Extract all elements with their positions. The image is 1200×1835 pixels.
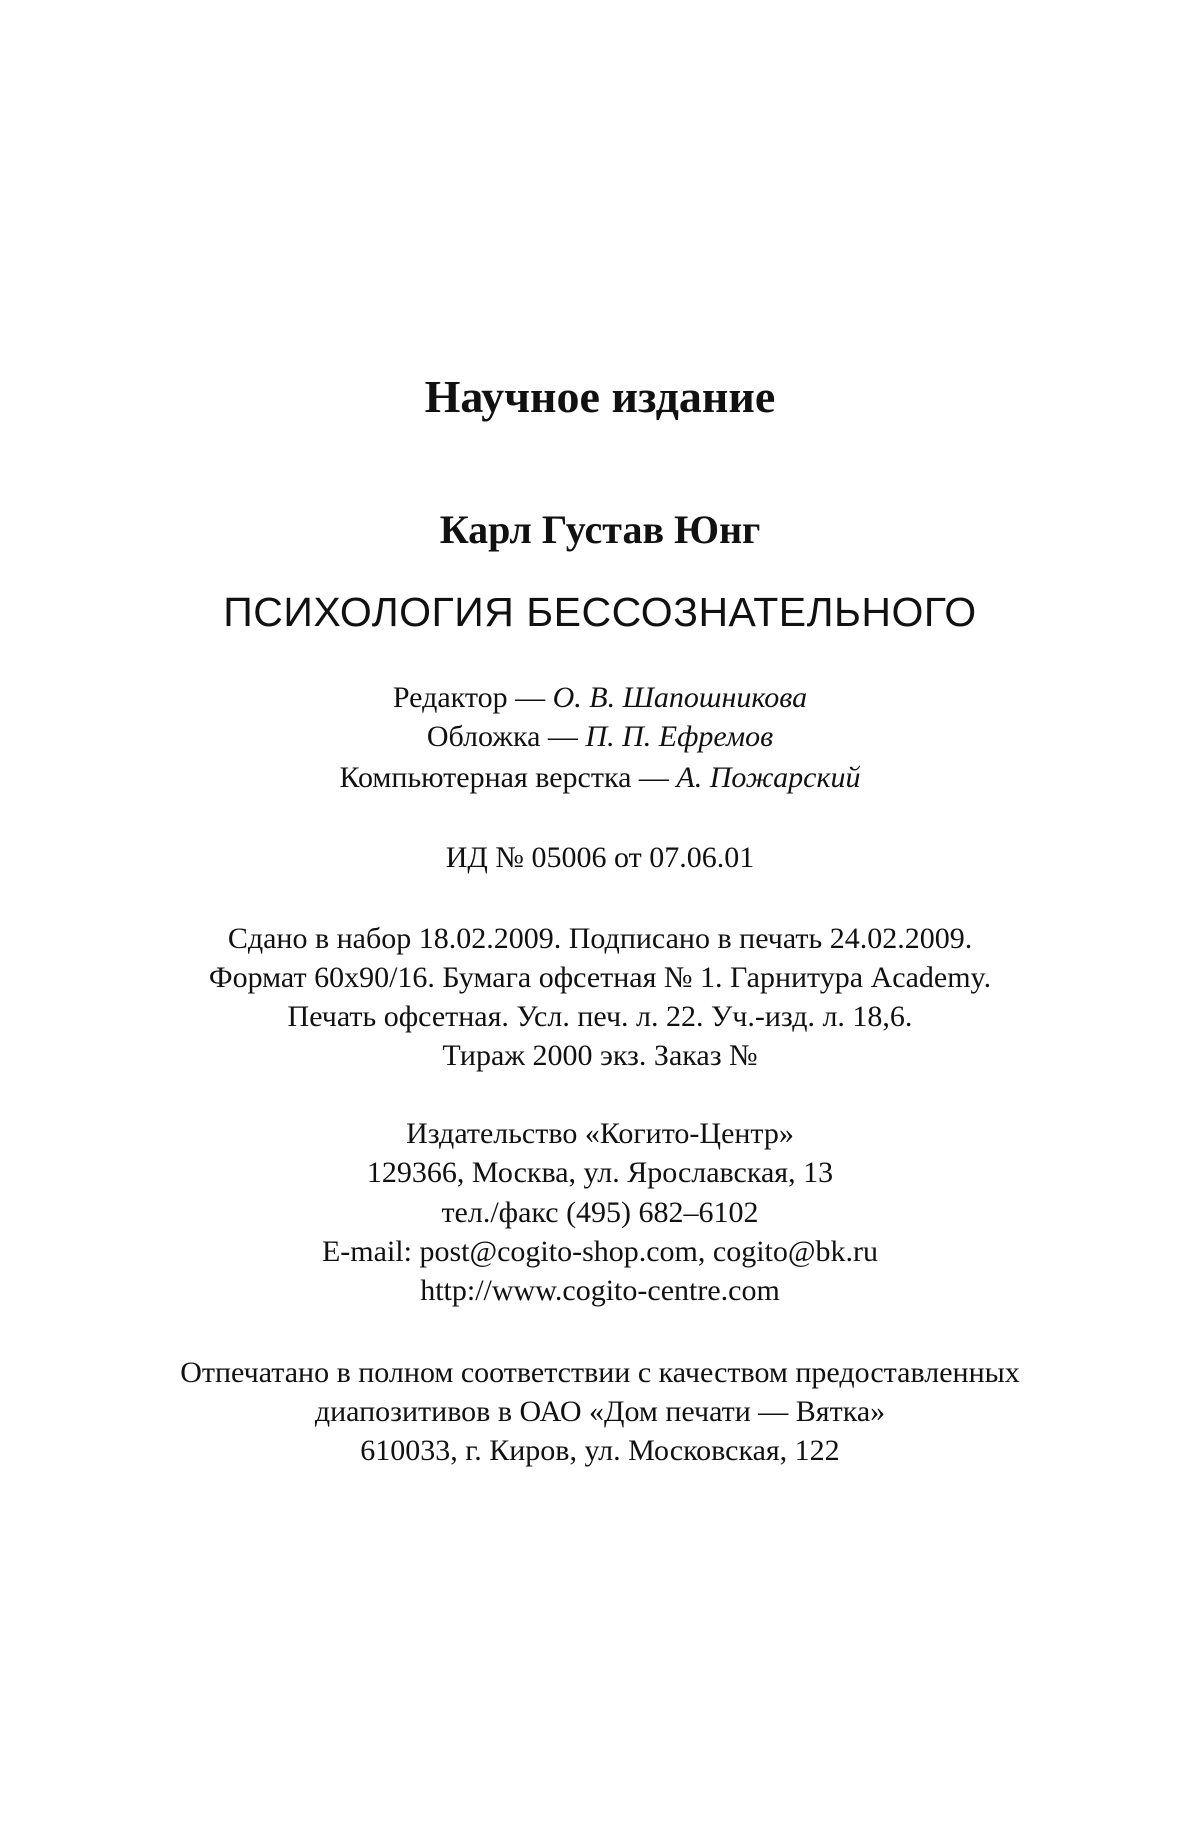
printer-line: диапозитивов в ОАО «Дом печати — Вятка» [314,1395,886,1428]
credit-layout [0,763,1200,793]
publisher-website: http://www.cogito-centre.com [420,1274,780,1307]
book-title: ПСИХОЛОГИЯ БЕССОЗНАТЕЛЬНОГО [223,589,977,635]
author-name: Карл Густав Юнг [439,507,761,552]
print-info-line: Печать офсетная. Усл. печ. л. 22. Уч.-изд. л. 18,6. [287,1000,913,1033]
credit-name: О. В. Шапошникова [552,681,808,714]
printer-line: Отпечатано в полном соответствии с качеством предоставленных [180,1356,1020,1389]
print-info-line: Тираж 2000 экз. Заказ № [442,1039,758,1072]
credit-role: Компьютерная верстка — [339,761,669,794]
license-number: ИД № 05006 от 07.06.01 [445,841,755,874]
credit-name: П. П. Ефремов [585,720,774,753]
credit-editor [0,683,1200,713]
publisher-email: E-mail: post@cogito-shop.com, cogito@bk.ru [321,1235,878,1268]
print-info-line: Сдано в набор 18.02.2009. Подписано в печать 24.02.2009. [227,922,973,955]
edition-type-heading: Научное издание [424,371,776,422]
credit-cover [0,722,1200,752]
credit-role: Редактор — [392,681,546,714]
publisher-name: Издательство «Когито-Центр» [406,1117,794,1150]
credit-name: А. Пожарский [676,761,861,794]
print-info-line: Формат 60x90/16. Бумага офсетная № 1. Гарнитура Academy. [208,961,992,994]
publisher-address: 129366, Москва, ул. Ярославская, 13 [366,1156,834,1189]
printer-address: 610033, г. Киров, ул. Московская, 122 [360,1434,840,1467]
publisher-phone: тел./факс (495) 682–6102 [441,1196,759,1229]
credit-role: Обложка — [426,720,578,753]
